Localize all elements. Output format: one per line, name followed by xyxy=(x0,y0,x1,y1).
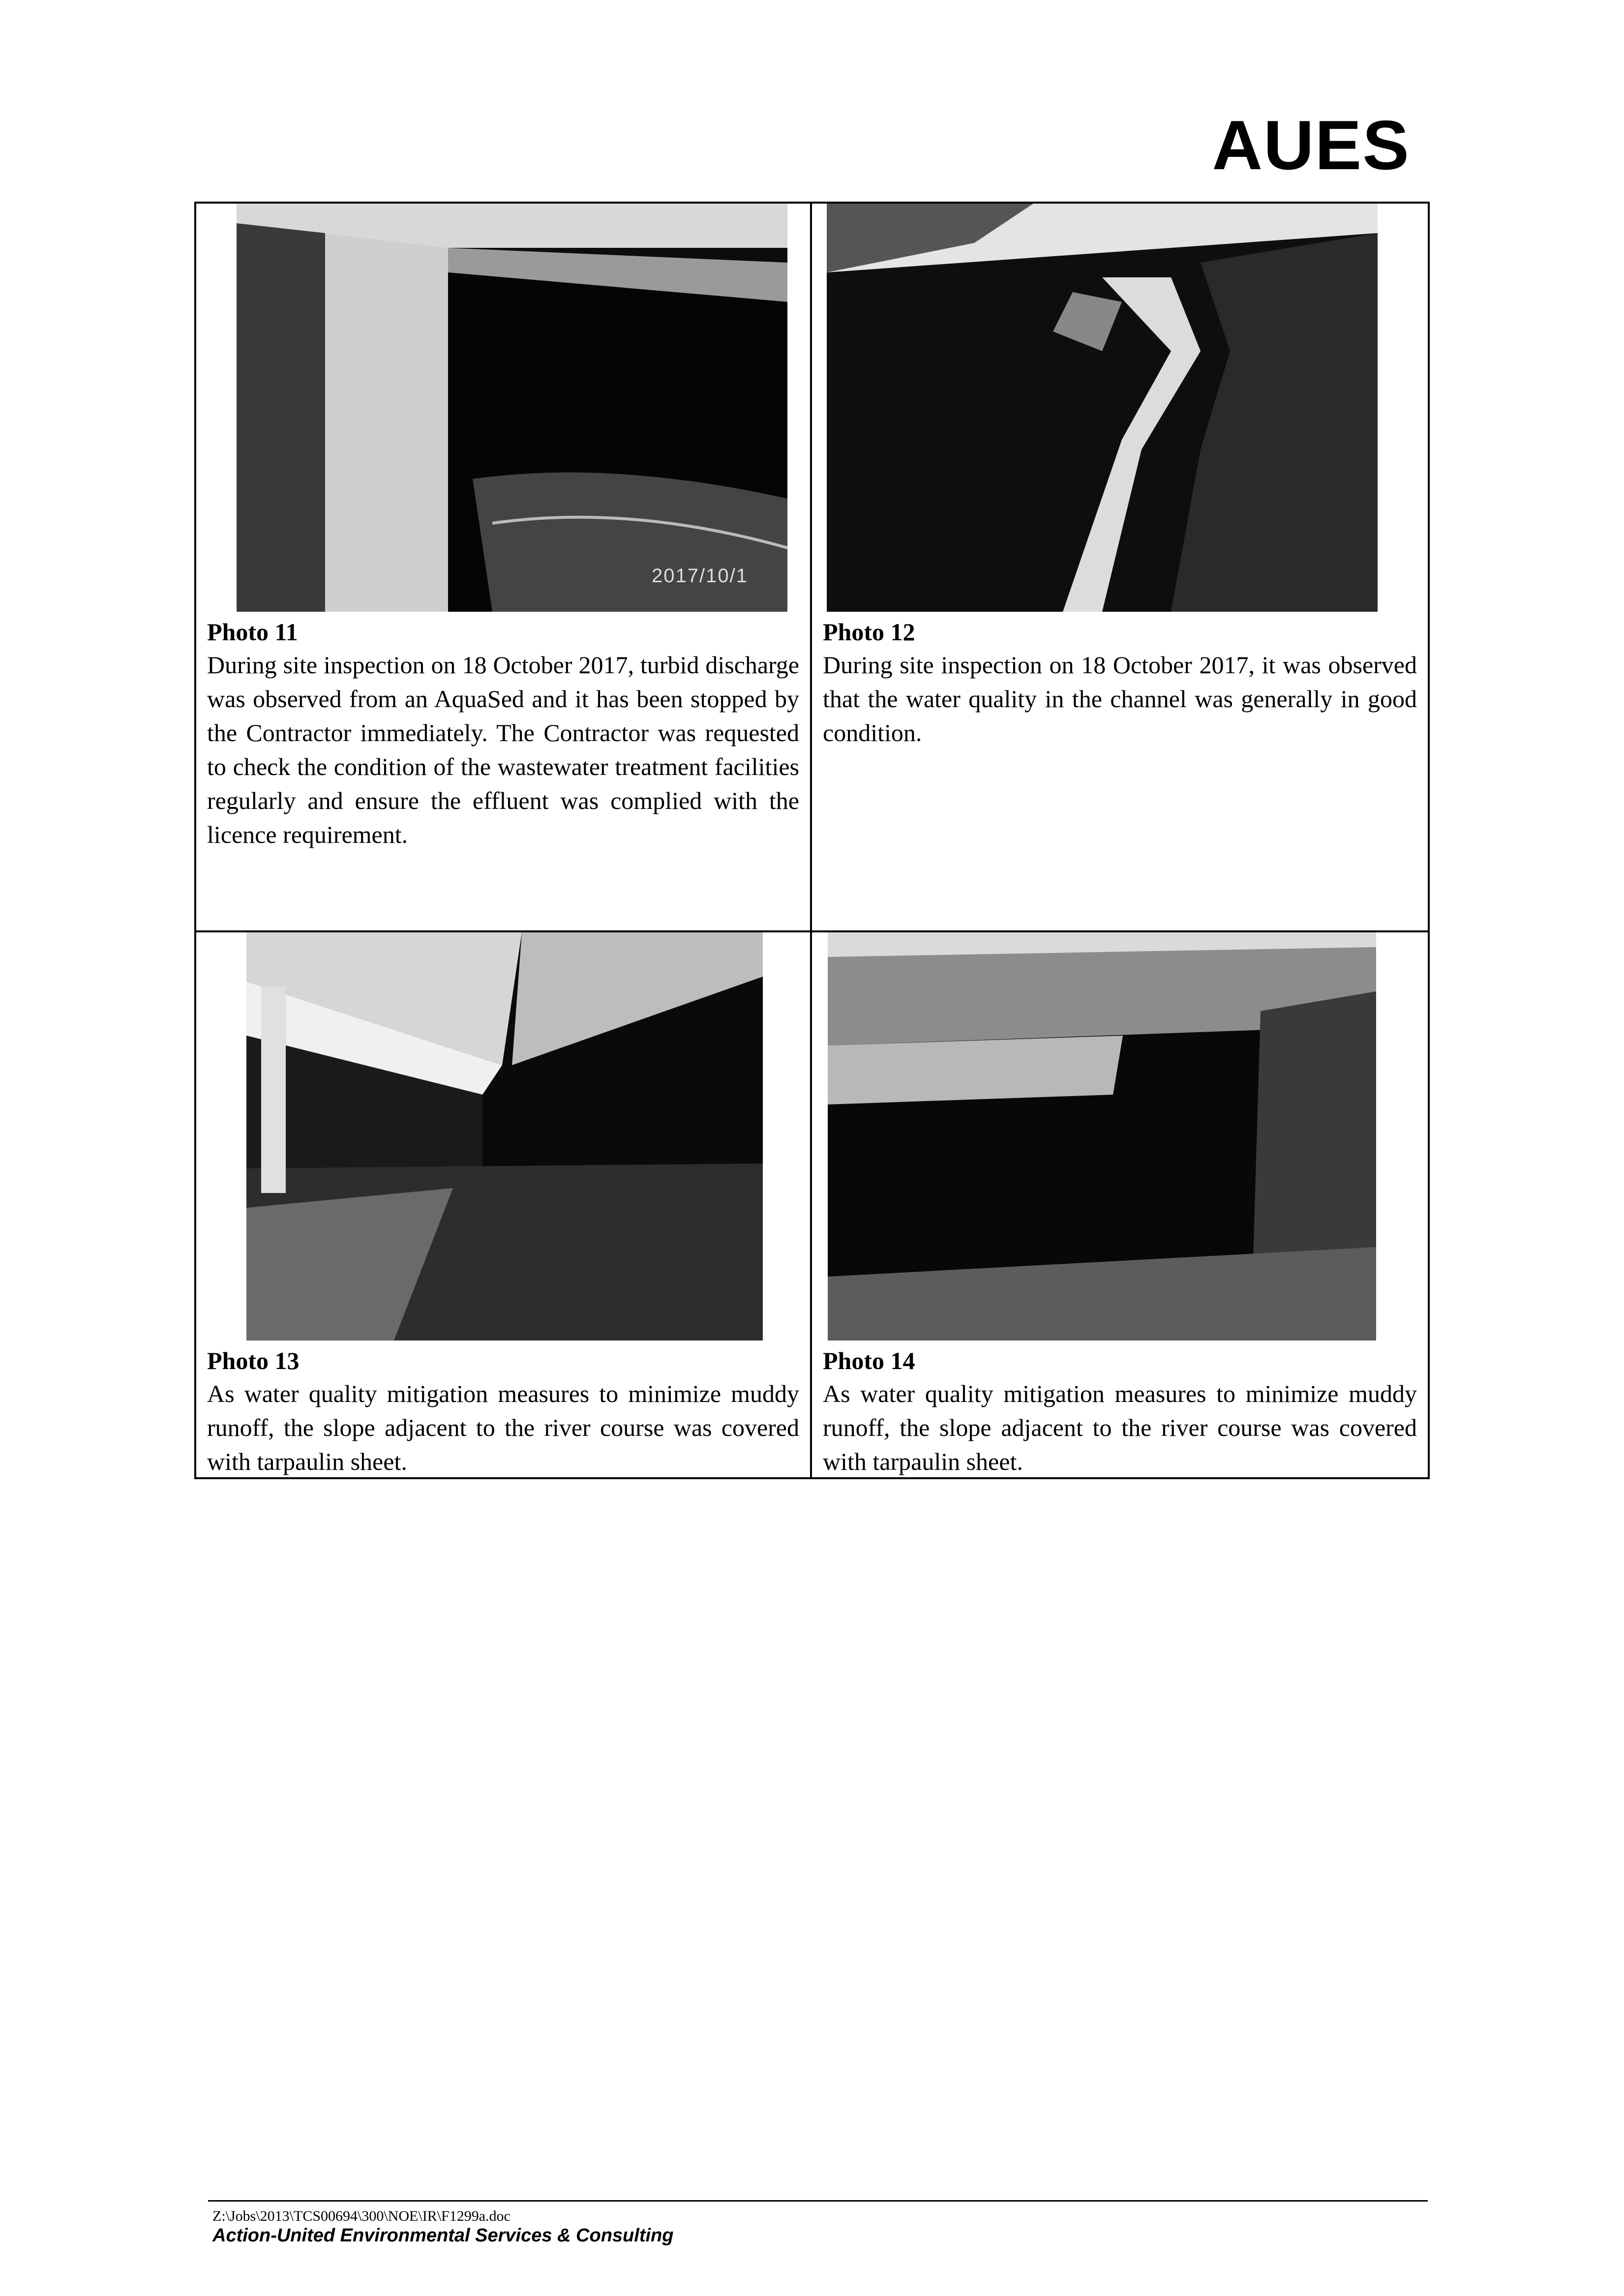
photo-11-title: Photo 11 xyxy=(207,618,298,646)
photo-11-image xyxy=(237,204,787,612)
photo-12-image xyxy=(827,204,1378,612)
photo-table xyxy=(194,202,1430,1479)
photo-13-title: Photo 13 xyxy=(207,1347,300,1374)
photo-cell-12 xyxy=(812,204,1430,932)
photo-14-description: As water quality mitigation measures to minimize muddy runoff, the slope adjacent to the river course was covered with tarpaulin sheet. xyxy=(823,1380,1417,1475)
photo-13-image xyxy=(246,932,763,1341)
photo-14-title: Photo 14 xyxy=(823,1347,915,1374)
photo-cell-14 xyxy=(812,932,1430,1479)
photo-13-description: As water quality mitigation measures to minimize muddy runoff, the slope adjacent to the river course was covered with tarpaulin sheet. xyxy=(207,1380,799,1475)
photo-11-description: During site inspection on 18 October 2017, turbid discharge was observed from an AquaSed and it has been stopped by the Contractor immediately. The Contractor was requested to check the condition of the wastewater treatment facilities regularly and ensure the effluent was complied with the licence requirement. xyxy=(207,651,799,848)
footer-company-name: Action-United Environmental Services & Consulting xyxy=(212,2225,674,2246)
aues-logo: AUES xyxy=(1212,106,1410,184)
photo-date-stamp: 2017/10/1 xyxy=(652,565,748,587)
photo-12-title: Photo 12 xyxy=(823,618,915,646)
photo-12-description: During site inspection on 18 October 2017, it was observed that the water quality in the channel was generally in good condition. xyxy=(823,651,1417,746)
footer-file-path: Z:\Jobs\2013\TCS00694\300\NOE\IR\F1299a.doc xyxy=(212,2208,511,2224)
footer-divider xyxy=(208,2200,1428,2202)
photo-cell-13 xyxy=(196,932,812,1479)
photo-14-image xyxy=(828,932,1376,1341)
photo-cell-11 xyxy=(196,204,812,932)
